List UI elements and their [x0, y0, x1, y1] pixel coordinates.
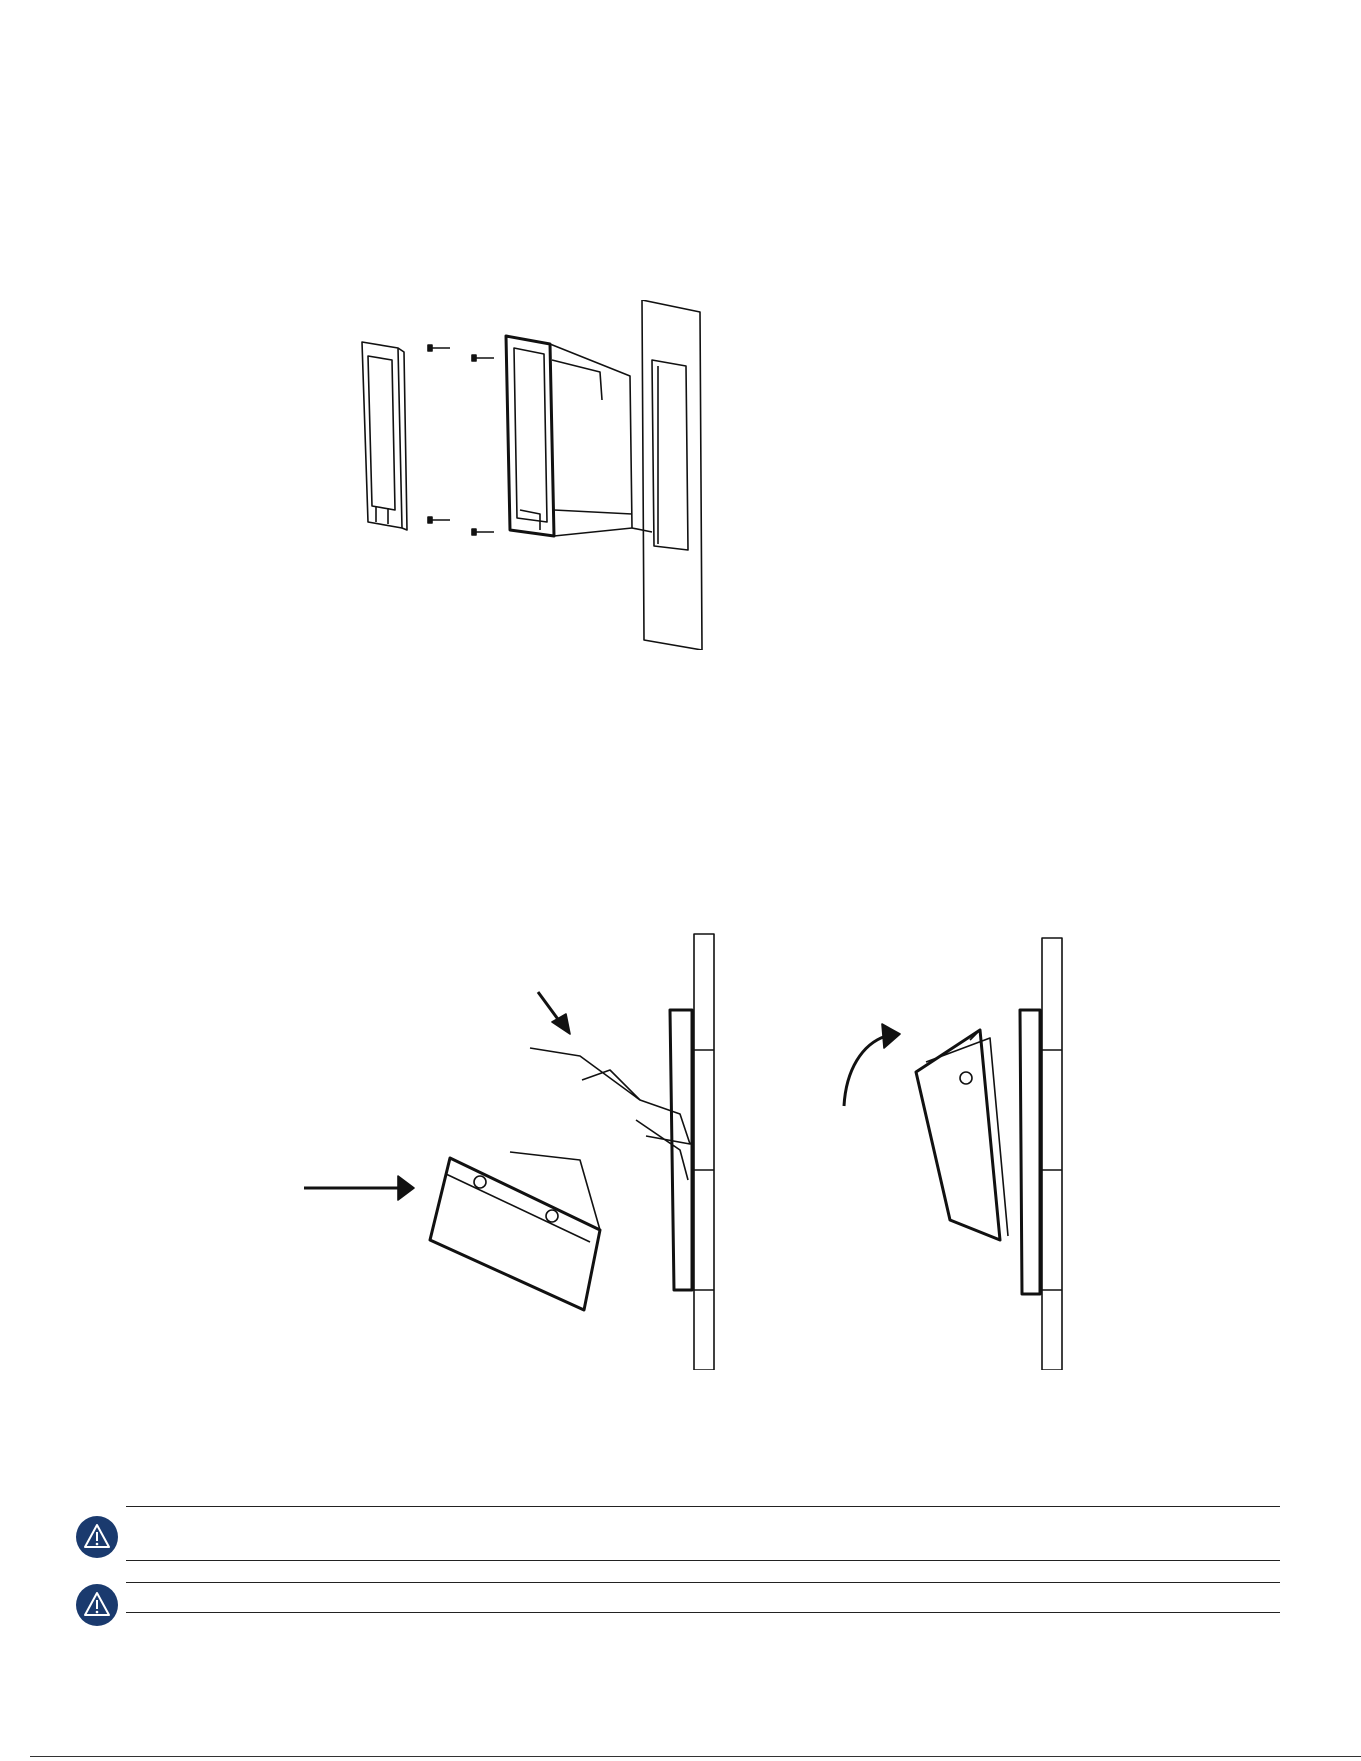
footer-rule: [30, 1756, 1361, 1757]
mounting-bracket-left: [530, 1048, 690, 1180]
wall-panel: [632, 300, 702, 650]
rotate-arrow: [844, 1024, 900, 1106]
screw-top-left: [428, 345, 450, 351]
flush-mount-exploded-view: [340, 300, 760, 650]
warning-rule-bottom: [126, 1612, 1280, 1613]
wall-panel-right: [1020, 938, 1062, 1370]
device-tilted-left: [430, 1152, 600, 1310]
press-latch-arrow: [538, 992, 570, 1034]
push-arrow: [304, 1176, 414, 1200]
device-mounted-right: [916, 1030, 1008, 1240]
mount-housing: [506, 336, 632, 536]
warning-rule-top: [126, 1506, 1280, 1507]
wall-panel-left: [670, 934, 714, 1370]
screw-top-right: [472, 355, 494, 361]
warning-triangle-icon: [76, 1584, 118, 1626]
warning-triangle-icon: [76, 1516, 118, 1558]
screw-bottom-left: [428, 517, 450, 523]
warning-rule-top: [126, 1582, 1280, 1583]
warning-rule-bottom: [126, 1560, 1280, 1561]
bezel-frame: [362, 342, 407, 530]
warning-notice-1: [76, 1506, 1280, 1566]
screw-bottom-right: [472, 529, 494, 535]
bracket-installation-steps: [290, 930, 1190, 1370]
warning-notice-2: [76, 1582, 1280, 1632]
